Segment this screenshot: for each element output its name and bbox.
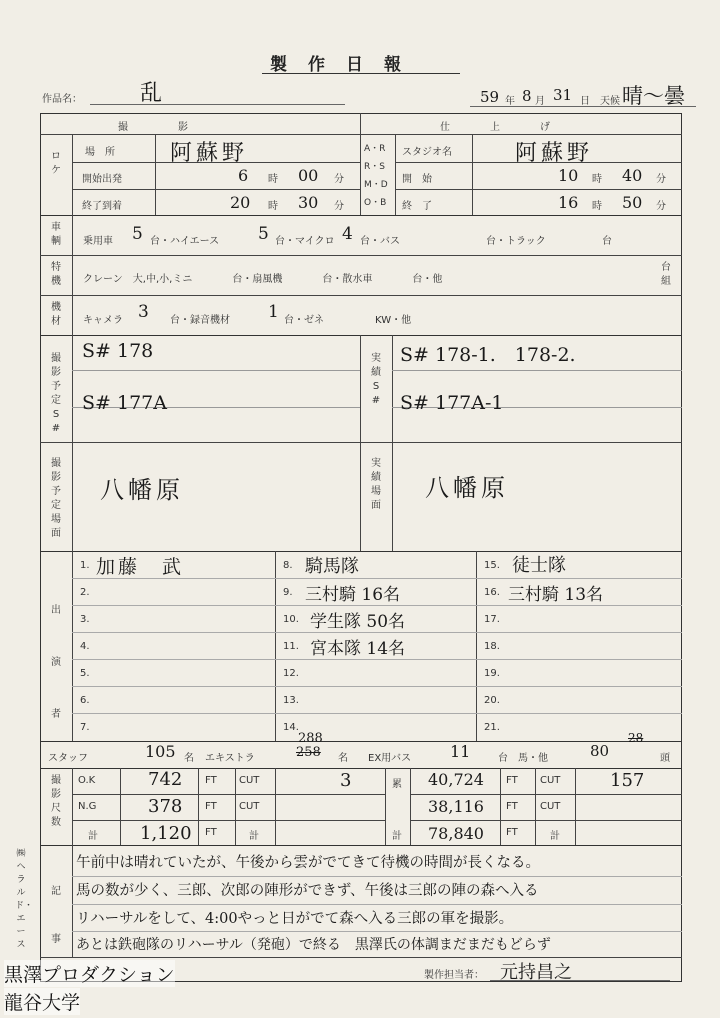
car-count: 5: [132, 224, 143, 244]
vehicles-label: 車輌: [51, 222, 61, 247]
start-hour: 10: [558, 166, 579, 185]
report-title: 製 作 日 報: [270, 55, 403, 75]
title-underline: [262, 73, 460, 74]
cast-9: 三村騎 16名: [305, 585, 401, 605]
producer-label: 製作担当者：: [424, 970, 484, 981]
cast-16: 三村騎 13名: [508, 585, 604, 605]
month-unit: 月: [535, 96, 545, 107]
cum-total: 78,840: [428, 824, 484, 843]
ng-footage: 378: [148, 796, 183, 817]
actual-scene-1: S# 178-1. 178-2.: [400, 344, 576, 366]
depart-hour: 6: [238, 166, 249, 185]
date-year: 59: [480, 88, 500, 106]
micro-count: 4: [342, 224, 353, 244]
ok-footage: 742: [148, 769, 183, 790]
date-month: 8: [522, 87, 532, 105]
actual-location: 八幡原: [425, 474, 509, 502]
end-minute: 50: [622, 193, 643, 212]
cum-cut: 157: [610, 770, 645, 791]
finish-header: 仕 上 げ: [440, 122, 550, 133]
actual-scene-2: S# 177A-1: [400, 392, 504, 414]
camera-count: 3: [138, 302, 149, 322]
equipment-label: 機材: [51, 302, 61, 327]
plan-location-label: 撮影予定場面: [51, 458, 61, 539]
weather-value: 晴〜曇: [622, 84, 685, 108]
cast-label: 出演者: [51, 605, 61, 720]
start-minute: 40: [622, 166, 643, 185]
company-side-label: ㈱ヘラルド・エース: [15, 849, 34, 950]
work-label: 作品名：: [42, 94, 82, 105]
staff-count: 105: [145, 742, 176, 761]
plan-scene-2: S# 177A: [82, 392, 167, 414]
special-label: 特機: [51, 262, 61, 287]
watermark-university: 龍谷大学: [4, 988, 80, 1015]
arrive-label: 終了到着: [82, 201, 122, 212]
end-label: 終 了: [402, 201, 432, 212]
report-sheet: 製 作 日 報 作品名： 乱 59 年 8 月 31 日 天候 晴〜曇 撮 影 仕 上 げ ロケ 場 所 開始出発 終了到着 阿蘇野 6 時 00 分 20 時 30 分 A・R R・S M・D O・B スタジオ名 開 始 終 了 阿蘇野 10 時 40 分 16 時 50 分 車輌 乗用車 5 台・ハイエース 5 台・マイクロ 4 台・バス 台・トラック 台 特機 クレーン 大,中,小,ミニ 台・扇風機 台・散水車 台・他 台組 機材 キャメラ 3 台・録音機材 1 台・ゼネ KW・他 撮影予定S# 実績S# S# 178 S# 177A S# 178-1. 178-2. S# 177A-1 撮影予定場面 実績場面 八幡原 八幡原 出演者 1. 加藤 武 2. 3. 4. 5. 6. 7. 8. 騎馬隊 9. 三村騎 16名 10. 学生隊 50名 11. 宮本隊 14名 12. 13. 14. 15. 徒士隊 16. 三村騎 13名 17. 18. 19. 20. 21. スタッフ 105 名 エキストラ 288 258 名 EX用バス 11 台 馬・他 80 28 頭 撮影尺数 O.K N.G 計 742 378 1,120 FT FT FT CUT CUT 計 3 累 計 40,724 38,116 78,840 FT FT FT CUT CUT 計 157 記事 ㈱ヘラルド・エース 午前中は晴れていたが、午後から雲がでてきて待機の時間が長くなる。 馬の数が少く、三郎、次郎の陣形ができず、午後は三郎の陣の森へ入る リハーサルをして、4:00やっと日がでて森へ入る三郎の軍を撮影。 あとは鉄砲隊のリハーサル（発砲）で終る 黒澤氏の体調まだまだもどらず 製作担当者： 元持昌之 黒澤プロダクション 龍谷大学: [0, 0, 720, 1018]
note-line-4: あとは鉄砲隊のリハーサル（発砲）で終る 黒澤氏の体調まだまだもどらず: [76, 937, 551, 953]
rec-count: 1: [268, 302, 279, 322]
horse-struck: 28: [628, 731, 644, 745]
loke-label: ロケ: [51, 151, 61, 176]
plan-scene-label: 撮影予定S#: [51, 353, 61, 434]
horse-count: 80: [590, 742, 610, 760]
cast-1: 加藤 武: [96, 556, 185, 578]
place-value: 阿蘇野: [170, 141, 249, 166]
extra-count: 288: [298, 731, 323, 746]
cast-8: 騎馬隊: [305, 556, 359, 577]
date-day: 31: [553, 86, 573, 104]
producer-name: 元持昌之: [500, 962, 572, 983]
note-line-1: 午前中は晴れていたが、午後から雲がでてきて待機の時間が長くなる。: [76, 855, 540, 871]
plan-scene-1: S# 178: [82, 340, 154, 362]
total-footage: 1,120: [140, 823, 192, 844]
year-unit: 年: [505, 96, 515, 107]
cast-11: 宮本隊 14名: [310, 639, 406, 659]
extra-struck: 258: [296, 745, 321, 760]
day-unit: 日: [580, 96, 590, 107]
film-label: 撮影尺数: [51, 775, 61, 828]
studio-label: スタジオ名: [402, 147, 452, 158]
ok-cut: 3: [340, 770, 352, 791]
studio-value: 阿蘇野: [515, 141, 594, 166]
cast-10: 学生隊 50名: [310, 612, 406, 632]
arrive-minute: 30: [298, 193, 319, 212]
actual-scene-label: 実績S#: [371, 353, 381, 406]
depart-label: 開始出発: [82, 174, 122, 185]
hiace-count: 5: [258, 224, 269, 244]
work-value: 乱: [140, 81, 163, 106]
place-label: 場 所: [85, 147, 115, 158]
shoot-header: 撮 影: [118, 122, 188, 133]
note-line-2: 馬の数が少く、三郎、次郎の陣形ができず、午後は三郎の陣の森へ入る: [76, 883, 539, 899]
note-line-3: リハーサルをして、4:00やっと日がでて森へ入る三郎の軍を撮影。: [76, 911, 514, 927]
special-text: クレーン 大,中,小,ミニ 台・扇風機 台・散水車 台・他: [83, 274, 443, 285]
ex-bus-count: 11: [450, 742, 471, 761]
depart-minute: 00: [298, 166, 319, 185]
date-underline: [470, 106, 696, 107]
end-hour: 16: [558, 193, 579, 212]
weather-label: 天候: [600, 96, 620, 107]
actual-location-label: 実績場面: [371, 458, 381, 511]
arrive-hour: 20: [230, 193, 251, 212]
cum-ng: 38,116: [428, 797, 484, 816]
notes-label: 記事: [51, 886, 61, 945]
work-underline: [90, 104, 345, 105]
plan-location: 八幡原: [100, 476, 184, 504]
start-label: 開 始: [402, 174, 432, 185]
cast-15: 徒士隊: [512, 555, 566, 576]
cum-ok: 40,724: [428, 770, 484, 789]
watermark-production: 黒澤プロダクション: [4, 960, 175, 987]
